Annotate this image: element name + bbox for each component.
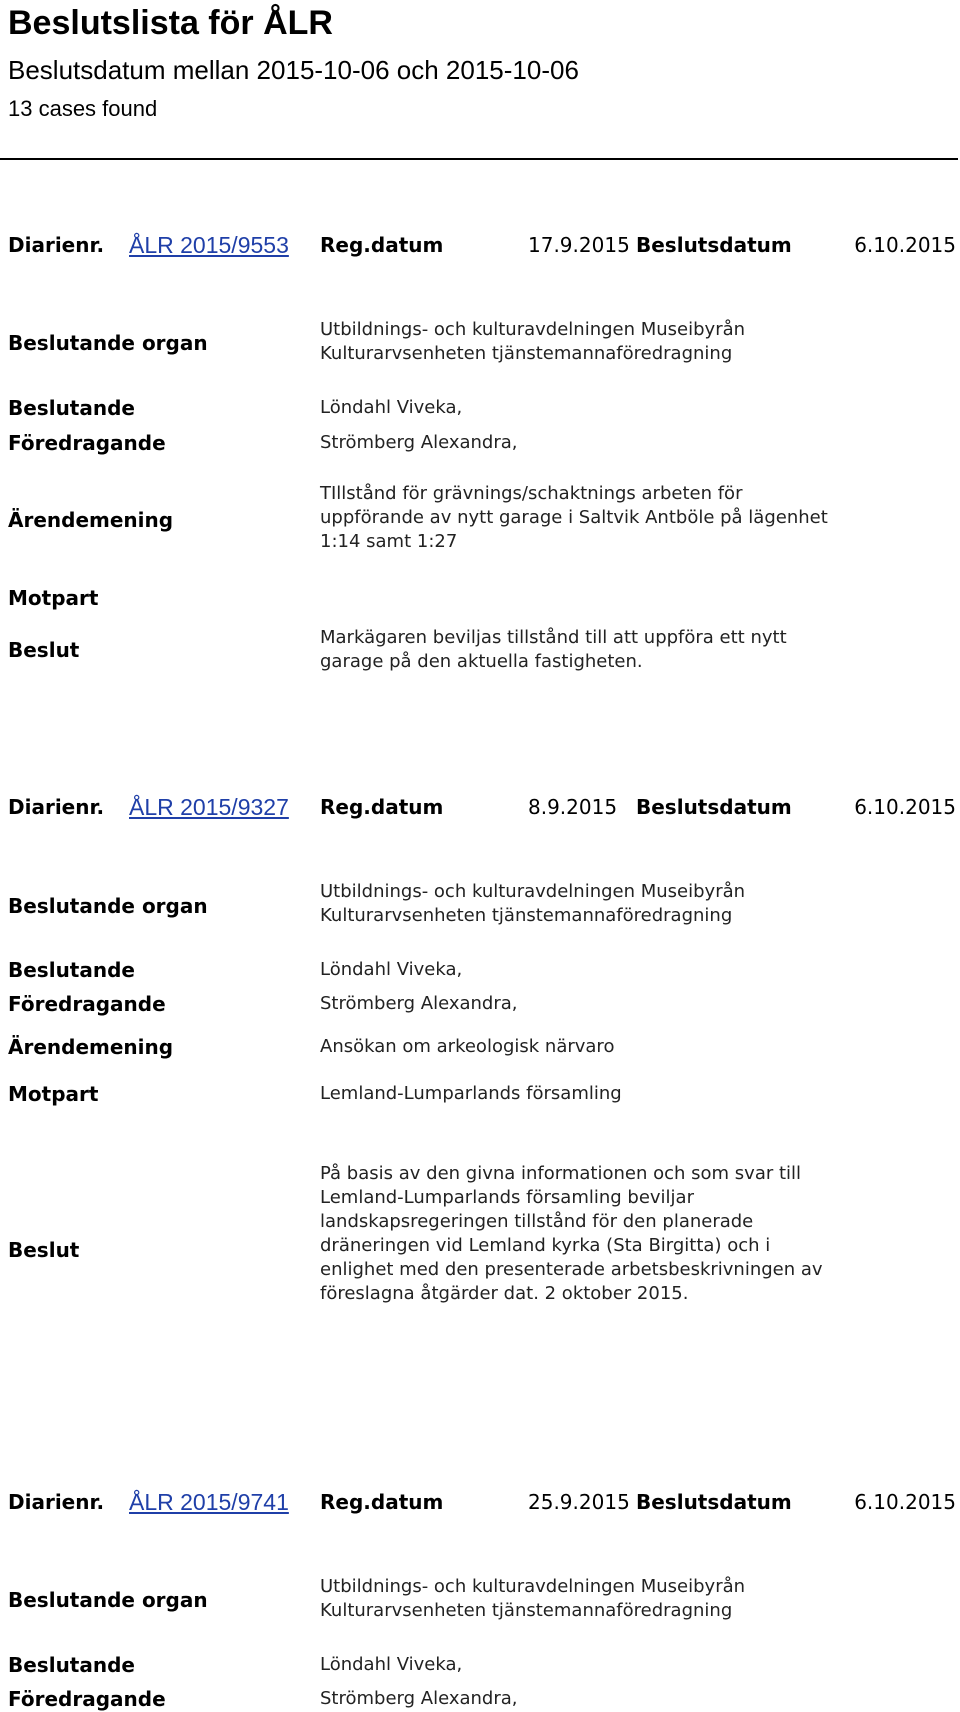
regdatum-label: Reg.datum bbox=[320, 795, 444, 819]
arendemening-label: Ärendemening bbox=[8, 1035, 174, 1059]
page-title: Beslutslista för ÅLR bbox=[8, 4, 333, 42]
beslutande-value: Löndahl Viveka, bbox=[320, 1654, 463, 1675]
foredragande-value: Strömberg Alexandra, bbox=[320, 1688, 518, 1709]
motpart-label: Motpart bbox=[8, 1082, 99, 1106]
beslutsdatum-label: Beslutsdatum bbox=[636, 1490, 792, 1514]
beslutande-label: Beslutande bbox=[8, 396, 135, 420]
beslutande-organ-value: Utbildnings- och kulturavdelningen Museibyrån Kulturarvsenheten tjänstemannaföredragning bbox=[320, 1576, 746, 1621]
diarienr-link[interactable]: ÅLR 2015/9327 bbox=[129, 794, 289, 820]
beslutande-organ-label: Beslutande organ bbox=[8, 1588, 208, 1612]
regdatum-value: 17.9.2015 bbox=[528, 233, 630, 257]
case-header-row bbox=[8, 228, 956, 262]
regdatum-value: 8.9.2015 bbox=[528, 795, 618, 819]
beslutsdatum-label: Beslutsdatum bbox=[636, 233, 792, 257]
header-divider bbox=[0, 158, 958, 160]
result-count: 13 cases found bbox=[8, 96, 158, 121]
beslutande-label: Beslutande bbox=[8, 1653, 135, 1677]
beslut-value: Markägaren beviljas tillstånd till att uppföra ett nytt garage på den aktuella fastigheten. bbox=[320, 627, 787, 672]
arendemening-value: Ansökan om arkeologisk närvaro bbox=[320, 1036, 615, 1057]
diarienr-label: Diarienr. bbox=[8, 795, 105, 819]
beslutande-organ-value: Utbildnings- och kulturavdelningen Museibyrån Kulturarvsenheten tjänstemannaföredragning bbox=[320, 881, 746, 926]
motpart-label: Motpart bbox=[8, 586, 99, 610]
beslutande-organ-value: Utbildnings- och kulturavdelningen Museibyrån Kulturarvsenheten tjänstemannaföredragning bbox=[320, 319, 746, 364]
diarienr-label: Diarienr. bbox=[8, 1490, 105, 1514]
beslutande-organ-label: Beslutande organ bbox=[8, 894, 208, 918]
case-header-row bbox=[8, 1485, 956, 1519]
beslutande-value: Löndahl Viveka, bbox=[320, 959, 463, 980]
foredragande-label: Föredragande bbox=[8, 992, 166, 1016]
beslut-label: Beslut bbox=[8, 638, 80, 662]
foredragande-value: Strömberg Alexandra, bbox=[320, 993, 518, 1014]
beslut-label: Beslut bbox=[8, 1238, 80, 1262]
regdatum-label: Reg.datum bbox=[320, 1490, 444, 1514]
regdatum-value: 25.9.2015 bbox=[528, 1490, 630, 1514]
arendemening-label: Ärendemening bbox=[8, 508, 174, 532]
regdatum-label: Reg.datum bbox=[320, 233, 444, 257]
beslutsdatum-value: 6.10.2015 bbox=[854, 1490, 956, 1514]
foredragande-label: Föredragande bbox=[8, 1687, 166, 1711]
motpart-value: Lemland-Lumparlands församling bbox=[320, 1083, 622, 1104]
diarienr-link[interactable]: ÅLR 2015/9553 bbox=[129, 232, 289, 258]
beslutsdatum-value: 6.10.2015 bbox=[854, 233, 956, 257]
foredragande-value: Strömberg Alexandra, bbox=[320, 432, 518, 453]
beslutsdatum-value: 6.10.2015 bbox=[854, 795, 956, 819]
date-range-subtitle: Beslutsdatum mellan 2015-10-06 och 2015-10-06 bbox=[8, 55, 579, 85]
beslutande-value: Löndahl Viveka, bbox=[320, 397, 463, 418]
beslut-value: På basis av den givna informationen och som svar till Lemland-Lumparlands församling beviljar landskapsregeringen tillstånd för den planerade dräneringen vid Lemland kyrka (Sta Birgitta) och i enlighet med den presenterade arbetsbeskrivningen av föreslagna åtgärder dat. 2 oktober 2015. bbox=[320, 1163, 823, 1304]
diarienr-label: Diarienr. bbox=[8, 233, 105, 257]
beslutande-label: Beslutande bbox=[8, 958, 135, 982]
diarienr-link[interactable]: ÅLR 2015/9741 bbox=[129, 1489, 289, 1515]
case-header-row bbox=[8, 790, 956, 824]
beslutsdatum-label: Beslutsdatum bbox=[636, 795, 792, 819]
arendemening-value: TIllstånd för grävnings/schaktnings arbeten för uppförande av nytt garage i Saltvik Antböle på lägenhet 1:14 samt 1:27 bbox=[320, 483, 828, 552]
beslutande-organ-label: Beslutande organ bbox=[8, 331, 208, 355]
foredragande-label: Föredragande bbox=[8, 431, 166, 455]
